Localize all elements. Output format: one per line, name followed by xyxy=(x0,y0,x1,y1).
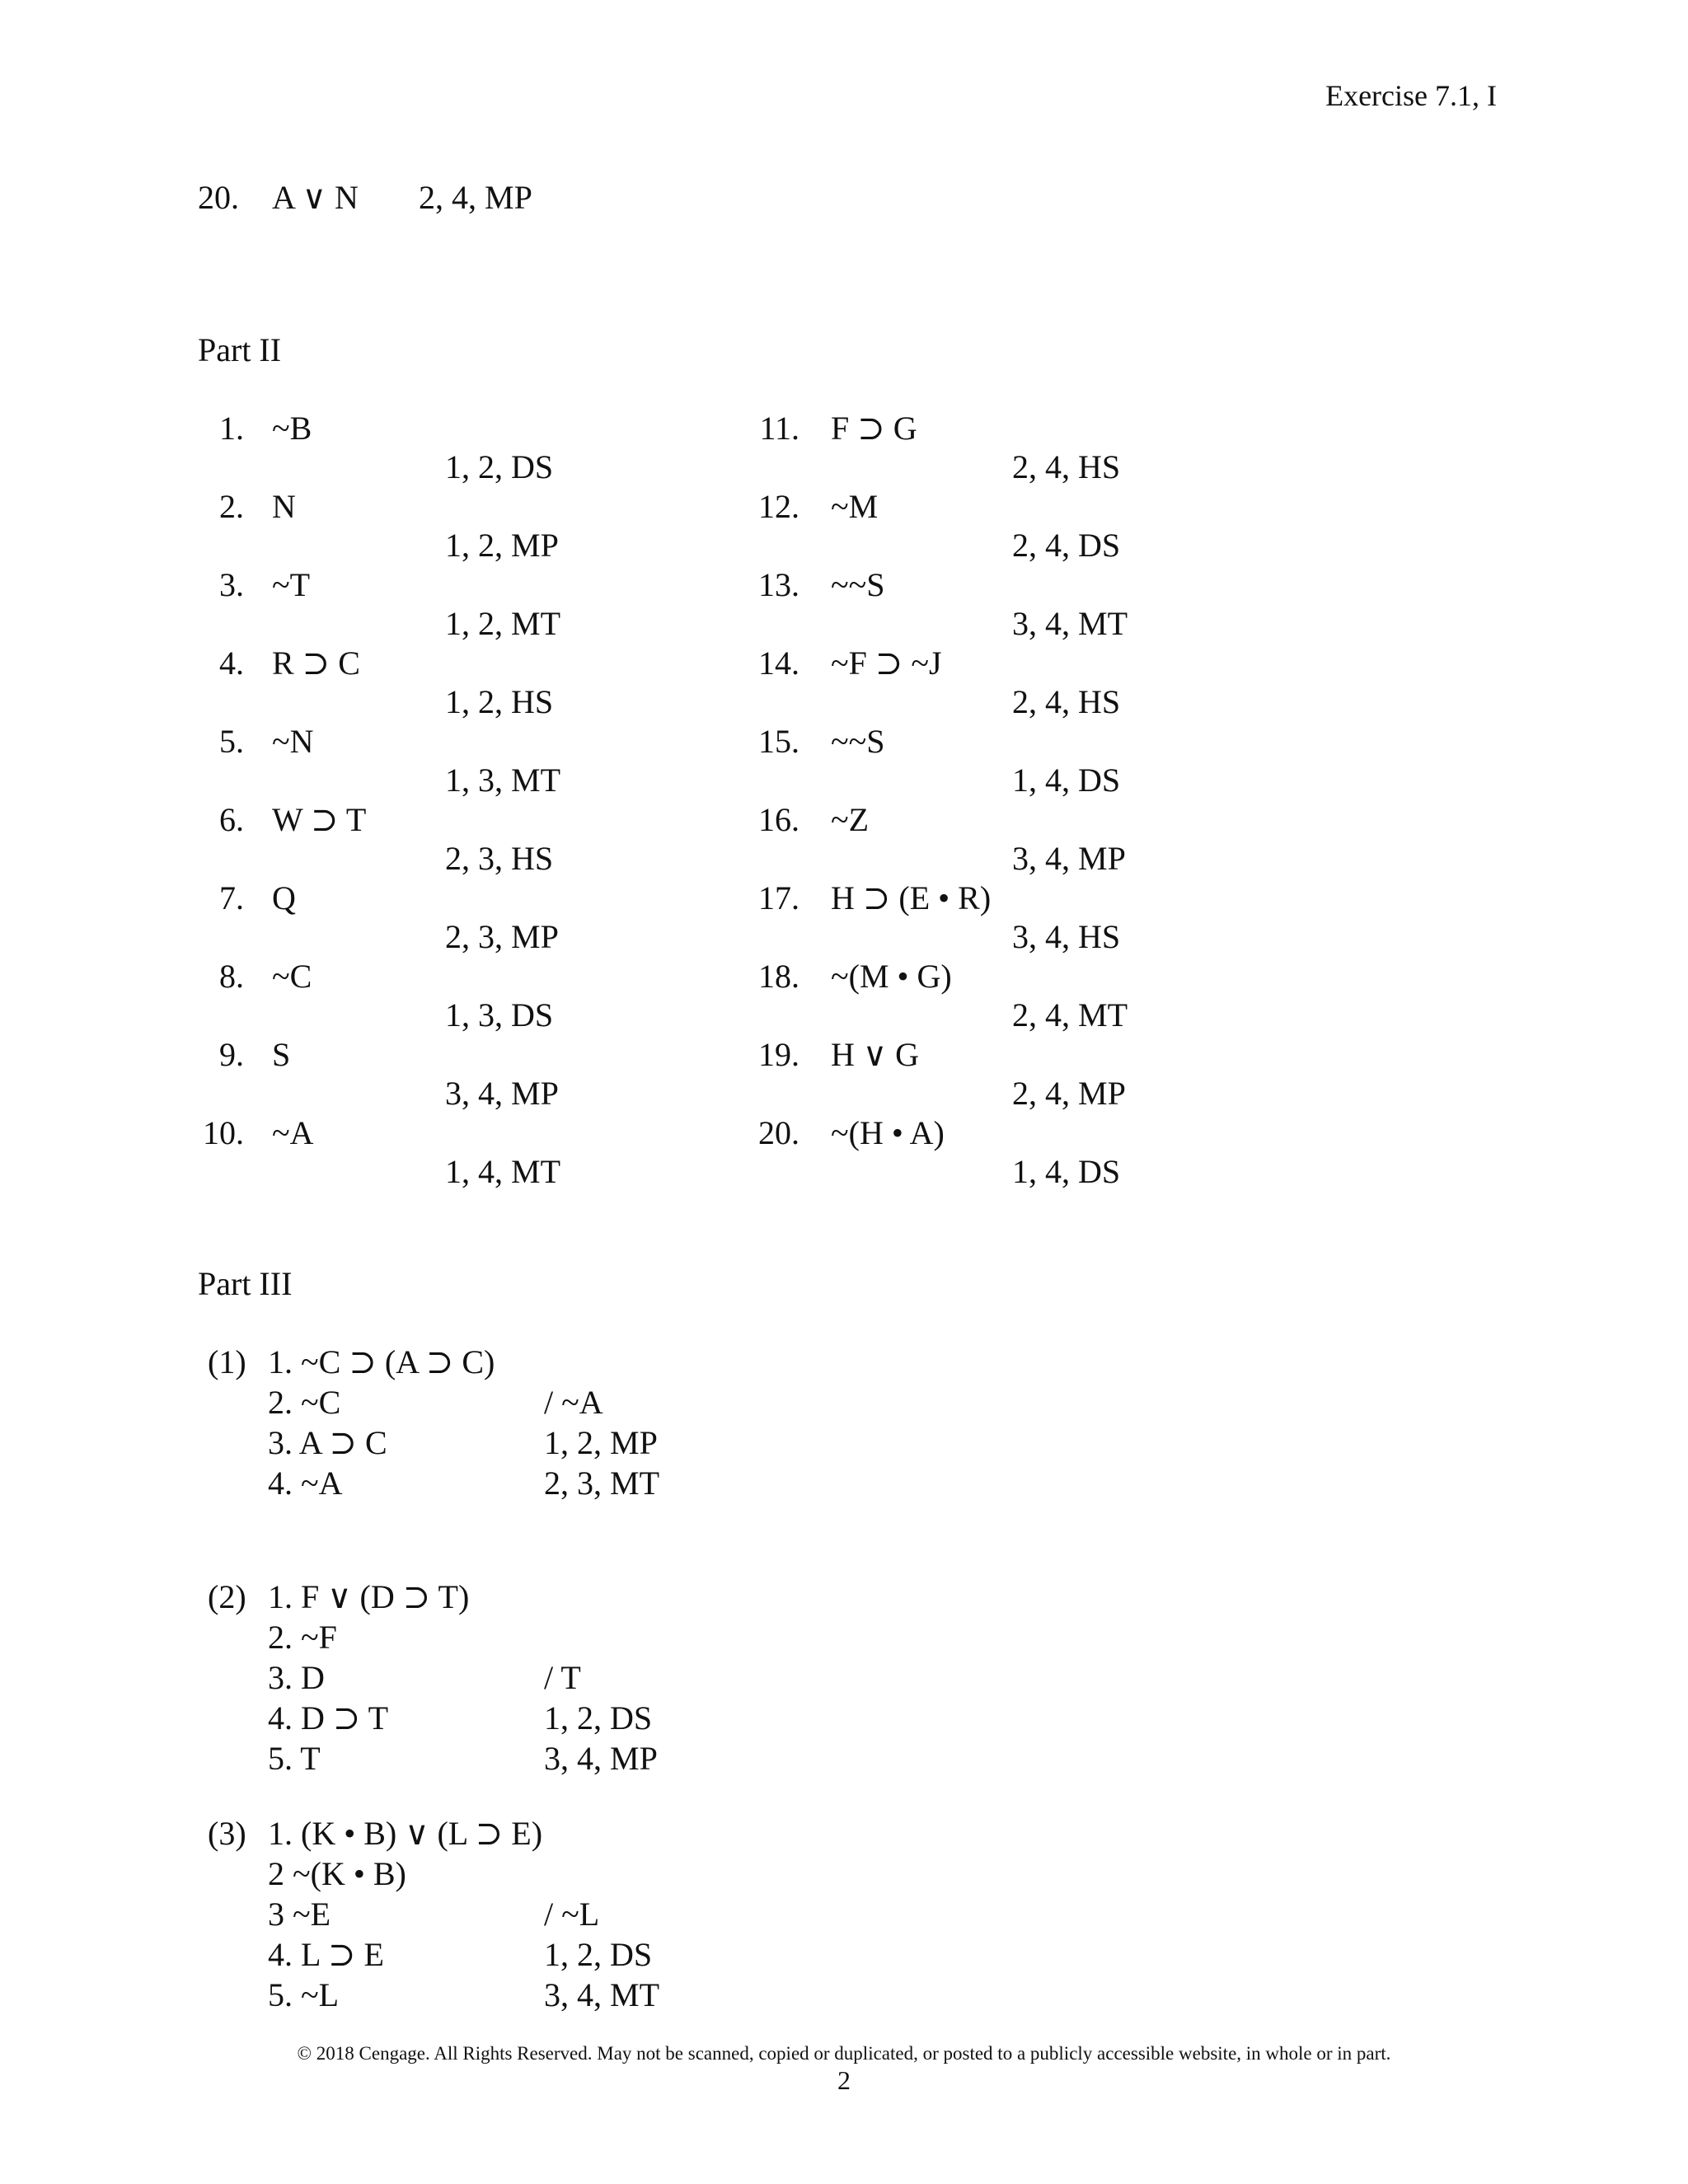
part2-item-number: 17. xyxy=(758,879,799,916)
proof-step: 4. D ⊃ T xyxy=(268,1699,389,1736)
part2-item-formula: ~C xyxy=(272,958,312,995)
copyright-notice: © 2018 Cengage. All Rights Reserved. May not be scanned, copied or duplicated, or posted to a publicly accessible website, in whole or in part. xyxy=(297,2043,1391,2064)
proof-step: 2. ~F xyxy=(268,1619,337,1656)
part2-item-number: 10. xyxy=(203,1114,244,1151)
part2-item-justification: 1, 3, MT xyxy=(445,762,560,799)
proof-label: (1) xyxy=(208,1343,246,1380)
proof-label: (2) xyxy=(208,1578,246,1615)
part2-item-number: 16. xyxy=(758,801,799,838)
part2-item-formula: H ⊃ (E • R) xyxy=(831,879,992,916)
proof-justification: / ~L xyxy=(544,1896,600,1933)
proof-label: (3) xyxy=(208,1815,246,1852)
part2-item-formula: ~N xyxy=(272,723,314,760)
proof-step: 2. ~C xyxy=(268,1384,341,1421)
part2-item-number: 9. xyxy=(219,1036,244,1073)
proof-step: 2 ~(K • B) xyxy=(268,1855,406,1892)
proof-step: 1. ~C ⊃ (A ⊃ C) xyxy=(268,1343,495,1380)
part2-item-formula: Q xyxy=(272,879,296,916)
part2-item-formula: S xyxy=(272,1036,291,1073)
part2-item-formula: ~Z xyxy=(831,801,870,838)
part1-item-formula: A ∨ N xyxy=(272,179,359,216)
part2-item-number: 20. xyxy=(758,1114,799,1151)
proof-step: 5. ~L xyxy=(268,1976,340,2013)
part2-item-justification: 3, 4, MT xyxy=(1012,605,1128,642)
part2-item-formula: ~B xyxy=(272,410,312,447)
proof-step: 3 ~E xyxy=(268,1896,331,1933)
proof-justification: 1, 2, DS xyxy=(544,1936,653,1973)
part2-item-justification: 1, 2, MP xyxy=(445,527,559,564)
proof-step: 1. F ∨ (D ⊃ T) xyxy=(268,1578,470,1615)
part2-item-number: 15. xyxy=(758,723,799,760)
proof-step: 4. ~A xyxy=(268,1465,343,1502)
part2-item-number: 13. xyxy=(758,566,799,603)
part2-item-justification: 2, 4, MP xyxy=(1012,1075,1126,1112)
part2-item-formula: ~(H • A) xyxy=(831,1114,945,1151)
part2-item-justification: 2, 4, HS xyxy=(1012,448,1121,485)
part2-item-justification: 1, 4, DS xyxy=(1012,762,1121,799)
part2-item-formula: N xyxy=(272,488,296,525)
exercise-header: Exercise 7.1, I xyxy=(1325,79,1497,112)
part2-item-number: 7. xyxy=(219,879,244,916)
part1-item-number: 20. xyxy=(198,179,239,216)
part2-item-number: 18. xyxy=(758,958,799,995)
proof-step: 5. T xyxy=(268,1740,321,1777)
part2-item-justification: 3, 4, MP xyxy=(445,1075,559,1112)
proof-step: 1. (K • B) ∨ (L ⊃ E) xyxy=(268,1815,543,1852)
part2-item-justification: 1, 2, DS xyxy=(445,448,554,485)
part2-item-formula: ~~S xyxy=(831,566,885,603)
part2-item-formula: F ⊃ G xyxy=(831,410,917,447)
part2-item-justification: 2, 4, DS xyxy=(1012,527,1121,564)
part2-item-number: 3. xyxy=(219,566,244,603)
part2-item-justification: 3, 4, HS xyxy=(1012,918,1121,955)
proof-justification: 1, 2, DS xyxy=(544,1699,653,1736)
part2-item-formula: R ⊃ C xyxy=(272,644,360,682)
part2-item-formula: ~M xyxy=(831,488,879,525)
part2-item-justification: 2, 3, HS xyxy=(445,840,554,877)
page-number: 2 xyxy=(837,2065,851,2095)
part2-item-formula: H ∨ G xyxy=(831,1036,920,1073)
part2-item-justification: 2, 3, MP xyxy=(445,918,559,955)
part2-item-number: 1. xyxy=(219,410,244,447)
proof-step: 4. L ⊃ E xyxy=(268,1936,384,1973)
part2-item-number: 2. xyxy=(219,488,244,525)
part3-heading: Part III xyxy=(198,1265,293,1302)
part2-item-justification: 2, 4, HS xyxy=(1012,683,1121,720)
part2-item-justification: 2, 4, MT xyxy=(1012,996,1128,1033)
part2-item-formula: W ⊃ T xyxy=(272,801,367,838)
part2-item-formula: ~(M • G) xyxy=(831,958,952,995)
part2-item-number: 8. xyxy=(219,958,244,995)
proof-justification: 1, 2, MP xyxy=(544,1424,658,1461)
part2-item-number: 4. xyxy=(219,644,244,682)
part2-item-formula: ~A xyxy=(272,1114,314,1151)
proof-justification: 3, 4, MP xyxy=(544,1740,658,1777)
part2-item-number: 12. xyxy=(758,488,799,525)
part2-item-formula: ~~S xyxy=(831,723,885,760)
part1-item-justification: 2, 4, MP xyxy=(419,179,532,216)
proof-step: 3. A ⊃ C xyxy=(268,1424,387,1461)
part2-item-number: 11. xyxy=(759,410,799,447)
proof-step: 3. D xyxy=(268,1659,325,1696)
part2-item-number: 14. xyxy=(758,644,799,682)
part2-item-justification: 1, 4, MT xyxy=(445,1153,560,1190)
part2-item-formula: ~F ⊃ ~J xyxy=(831,644,942,682)
part2-item-justification: 1, 4, DS xyxy=(1012,1153,1121,1190)
proof-justification: / ~A xyxy=(544,1384,603,1421)
part2-item-justification: 1, 2, HS xyxy=(445,683,554,720)
proof-justification: 2, 3, MT xyxy=(544,1465,659,1502)
part2-item-justification: 1, 2, MT xyxy=(445,605,560,642)
part2-item-number: 19. xyxy=(758,1036,799,1073)
part2-item-justification: 3, 4, MP xyxy=(1012,840,1126,877)
part2-item-justification: 1, 3, DS xyxy=(445,996,554,1033)
proof-justification: 3, 4, MT xyxy=(544,1976,659,2013)
part2-item-number: 5. xyxy=(219,723,244,760)
part2-heading: Part II xyxy=(198,331,282,368)
proof-justification: / T xyxy=(544,1659,581,1696)
part2-item-formula: ~T xyxy=(272,566,311,603)
part2-item-number: 6. xyxy=(219,801,244,838)
